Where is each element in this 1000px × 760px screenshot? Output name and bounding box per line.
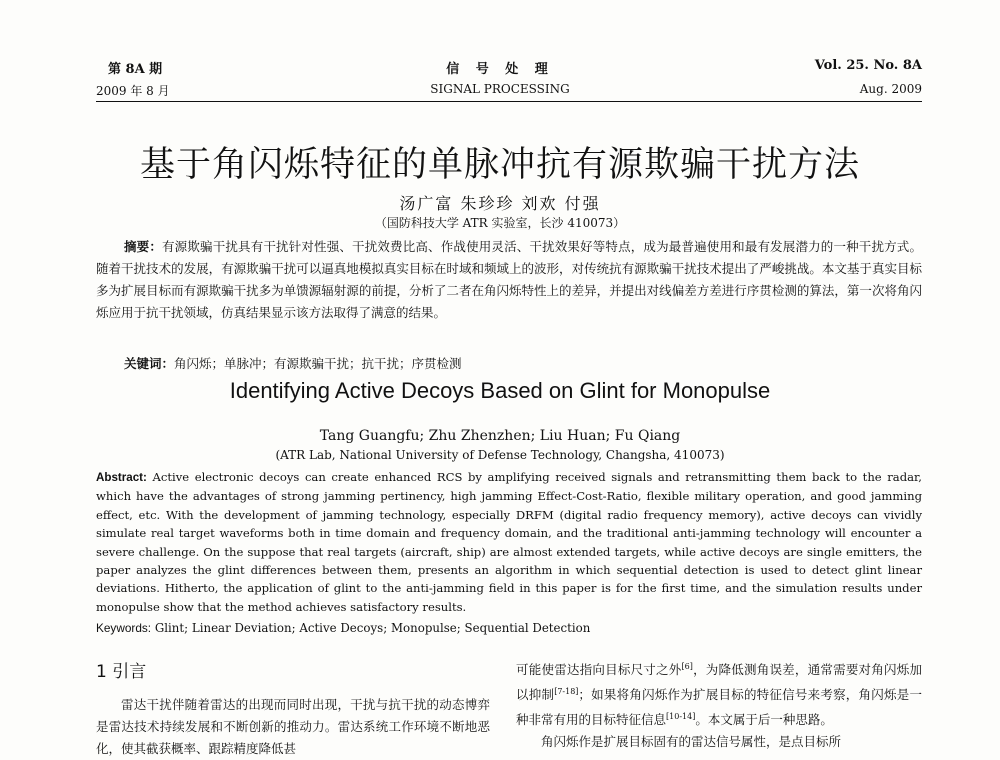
intro-right-column (516, 656, 922, 753)
header-rule (96, 101, 922, 102)
abstract-en (96, 468, 922, 616)
intro-right-text-a: 可能使雷达指向目标尺寸之外 (516, 662, 682, 678)
affiliation-en: (ATR Lab, National University of Defense Technology, Changsha, 410073) (275, 448, 725, 462)
intro-right-paragraph-2: 角闪烁作是扩展目标固有的雷达信号属性，是点目标所 (541, 734, 842, 750)
authors-en: Tang Guangfu; Zhu Zhenzhen; Liu Huan; Fu Qiang (319, 428, 681, 444)
abstract-cn-label: 摘要： (124, 239, 163, 254)
volume-number: Vol. 25. No. 8A (814, 58, 922, 73)
intro-left-column: 雷达干扰伴随着雷达的出现而同时出现，干扰与抗干扰的动态博弈是雷达技术持续发展和不断创新的推动力。雷达系统工作环境不断地恶化，使其截获概率、跟踪精度降低甚 (96, 697, 490, 756)
section-heading: 1 引言 (96, 662, 147, 682)
affiliation-cn: （国防科技大学 ATR 实验室，长沙 410073） (374, 216, 626, 230)
keywords-en-label: Keywords: (96, 621, 152, 635)
citation-ref: [10-14] (666, 712, 696, 722)
journal-name-cn: 信 号 处 理 (446, 62, 554, 77)
issue-date: 2009 年 8 月 (96, 84, 170, 98)
keywords-en-text: Glint; Linear Deviation; Active Decoys; Monopulse; Sequential Detection (154, 621, 591, 635)
issue-date-en: Aug. 2009 (859, 82, 922, 96)
journal-name-en: SIGNAL PROCESSING (430, 82, 570, 96)
intro-right-text-b: ，为降低测角误差，通常需要对角闪烁加以抑制 (516, 662, 922, 703)
keywords-en (96, 621, 590, 635)
keywords-cn-label: 关键词： (124, 356, 175, 371)
authors-cn: 汤广富 朱珍珍 刘欢 付强 (399, 194, 601, 213)
citation-ref: [6] (681, 662, 693, 671)
intro-right-text-c: ；如果将角闪烁作为扩展目标的特征信号来考察，角闪烁是一种非常有用的目标特征信息 (516, 687, 922, 728)
abstract-en-label: Abstract: (96, 471, 147, 484)
issue-number: 第 8A 期 (108, 62, 163, 77)
citation-ref: [7-18] (554, 687, 579, 697)
abstract-en-text: Active electronic decoys can create enhanced RCS by amplifying received signals and retransmitting them back to the radar, which have the advantages of strong jamming pertinency, high jamming Effect-Cost-Ratio, flexible military operation, and good jamming effect, etc. With the development of jamming technology, especially DRFM (digital radio frequency memory), active decoys can vividly simulate real target waveforms both in time domain and frequency domain, and the traditional anti-jamming technology will encounter a severe challenge. On the suppose that real targets (aircraft, ship) are almost extended targets, while active decoys are single emitters, the paper analyzes the glint differences between them, presents an algorithm in which sequential detection is used to detect glint linear deviations. Hitherto, the application of glint to the anti-jamming field in this paper is for the first time, and the simulation results under monopulse show that the method achieves satisfactory results. (96, 470, 922, 614)
keywords-cn-text: 角闪烁；单脉冲；有源欺骗干扰；抗干扰；序贯检测 (174, 356, 462, 371)
paper-title-cn: 基于角闪烁特征的单脉冲抗有源欺骗干扰方法 (139, 145, 860, 185)
abstract-cn (96, 236, 922, 324)
abstract-cn-text: 有源欺骗干扰具有干扰针对性强、干扰效费比高、作战使用灵活、干扰效果好等特点，成为最普遍使用和最有发展潜力的一种干扰方式。随着干扰技术的发展，有源欺骗干扰可以逼真地模拟真实目标在时域和频域上的波形，对传统抗有源欺骗干扰技术提出了严峻挑战。本文基于真实目标多为扩展目标而有源欺骗干扰多为单馈源辐射源的前提，分析了二者在角闪烁特性上的差异，并提出对线偏差方差进行序贯检测的算法，第一次将角闪烁应用于抗干扰领域，仿真结果显示该方法取得了满意的结果。 (96, 239, 922, 320)
intro-right-text-d: 。本文属于后一种思路。 (695, 712, 833, 728)
paper-title-en: Identifying Active Decoys Based on Glint for Monopulse (229, 378, 771, 403)
keywords-cn (124, 354, 462, 372)
